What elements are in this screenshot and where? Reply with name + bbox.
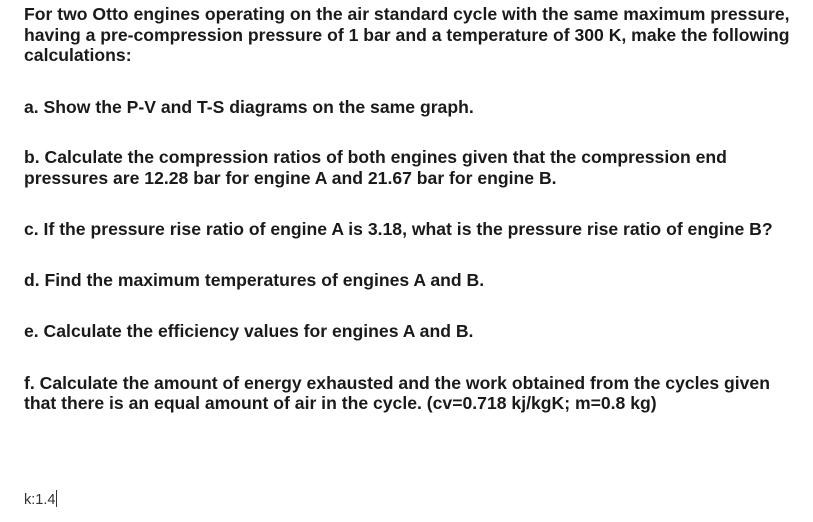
part-e: e. Calculate the efficiency values for engines A and B. bbox=[24, 321, 474, 341]
text-cursor bbox=[56, 490, 57, 507]
k-note-line[interactable] bbox=[24, 490, 57, 508]
part-a: a. Show the P-V and T-S diagrams on the same graph. bbox=[24, 96, 474, 117]
part-b: b. Calculate the compression ratios of both engines given that the compression end pressures are 12.28 bar for engine A and 21.67 bar for engine B. bbox=[24, 147, 727, 188]
part-d: d. Find the maximum temperatures of engines A and B. bbox=[24, 269, 485, 290]
problem-intro: For two Otto engines operating on the air standard cycle with the same maximum pressure, having a pre-compression pressure of 1 bar and a temperature of 300 K, make the following calculations: bbox=[24, 4, 790, 65]
k-value-note: k:1.4 bbox=[24, 492, 56, 508]
document-body bbox=[24, 4, 794, 414]
part-c: c. If the pressure rise ratio of engine A is 3.18, what is the pressure rise ratio of engine B? bbox=[24, 219, 773, 239]
part-f: f. Calculate the amount of energy exhausted and the work obtained from the cycles given that there is an equal amount of air in the cycle. (cv=0.718 kj/kgK; m=0.8 kg) bbox=[24, 372, 770, 413]
